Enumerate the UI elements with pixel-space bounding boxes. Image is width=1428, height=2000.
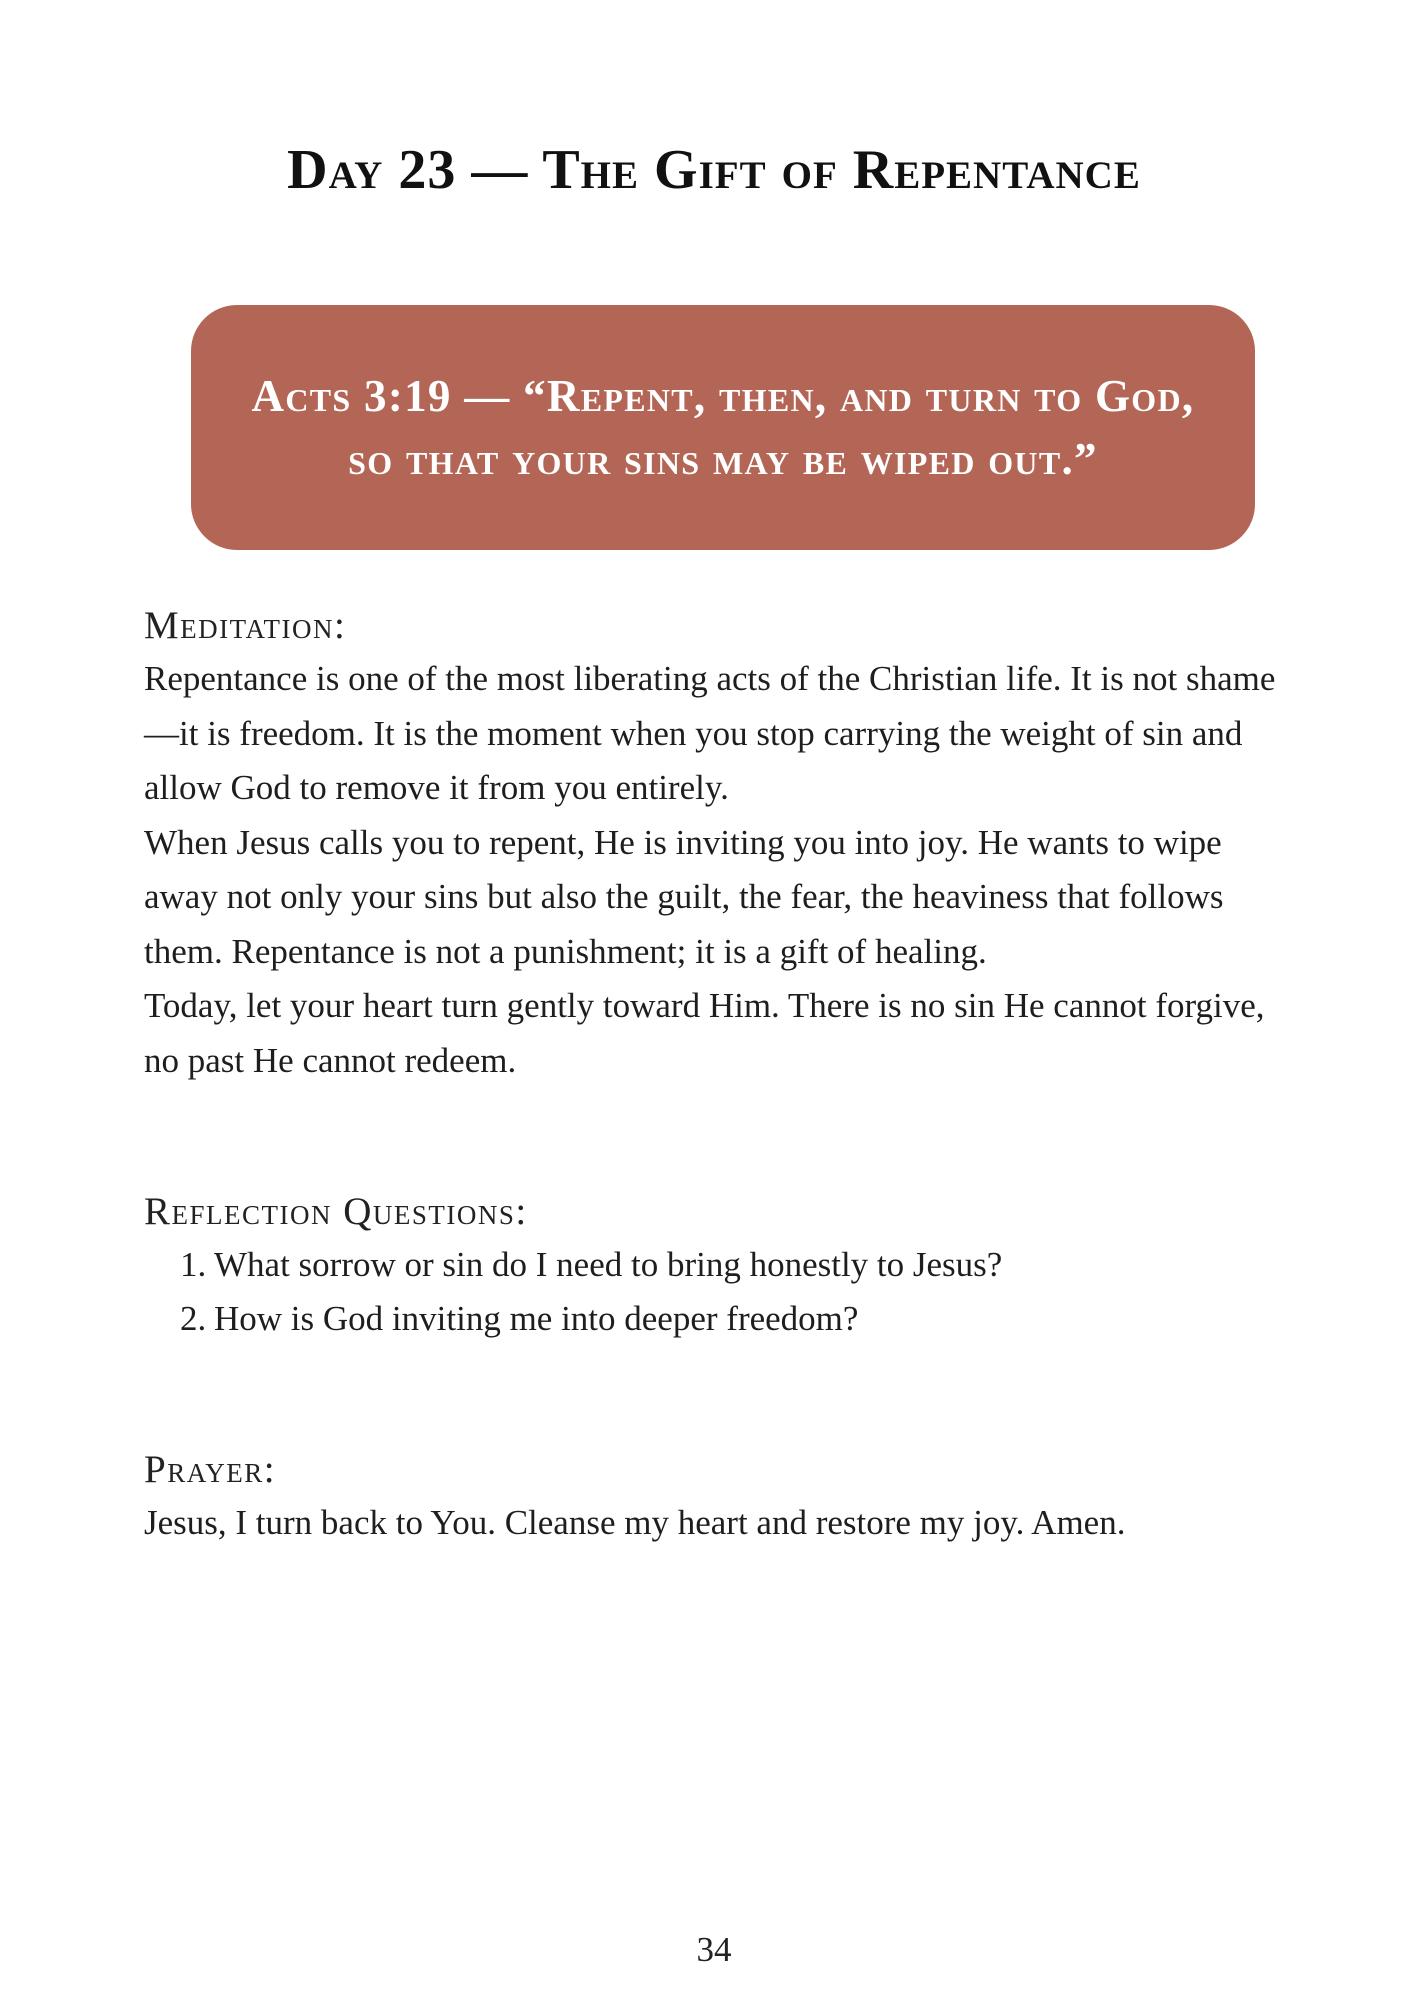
prayer-text: Jesus, I turn back to You. Cleanse my heart and restore my joy. Amen. bbox=[144, 1503, 1126, 1542]
verse-callout bbox=[191, 305, 1255, 550]
meditation-paragraph: Repentance is one of the most liberating acts of the Christian life. It is not shame—it is freedom. It is the moment when you stop carrying the weight of sin and allow God to remove it from you entirely. bbox=[144, 659, 1276, 807]
meditation-heading: Meditation: bbox=[144, 604, 347, 647]
prayer-heading: Prayer: bbox=[144, 1448, 277, 1491]
page-title: Day 23 — The Gift of Repentance bbox=[287, 139, 1141, 201]
meditation-section bbox=[144, 600, 1294, 1088]
question-number: 1. bbox=[180, 1245, 207, 1284]
question-text: How is God inviting me into deeper freedom? bbox=[214, 1299, 859, 1338]
meditation-paragraph: Today, let your heart turn gently toward Him. There is no sin He cannot forgive, no past He cannot redeem. bbox=[144, 986, 1265, 1080]
prayer-section bbox=[144, 1444, 1294, 1551]
page-number: 34 bbox=[696, 1930, 732, 1969]
reflection-question bbox=[180, 1292, 1294, 1346]
devotional-content bbox=[144, 600, 1294, 1551]
question-text: What sorrow or sin do I need to bring honestly to Jesus? bbox=[214, 1245, 1003, 1284]
meditation-paragraph: When Jesus calls you to repent, He is inviting you into joy. He wants to wipe away not only your sins but also the guilt, the fear, the heaviness that follows them. Repentance is not a punishment; it is a gift of healing. bbox=[144, 822, 1224, 971]
reflection-section bbox=[144, 1186, 1294, 1346]
verse-text: Acts 3:19 — “Repent, then, and turn to God, so that your sins may be wiped out.” bbox=[251, 370, 1195, 484]
reflection-question bbox=[180, 1238, 1294, 1292]
reflection-questions-list bbox=[144, 1238, 1294, 1346]
reflection-heading: Reflection Questions: bbox=[144, 1190, 528, 1233]
question-number: 2. bbox=[180, 1299, 207, 1338]
